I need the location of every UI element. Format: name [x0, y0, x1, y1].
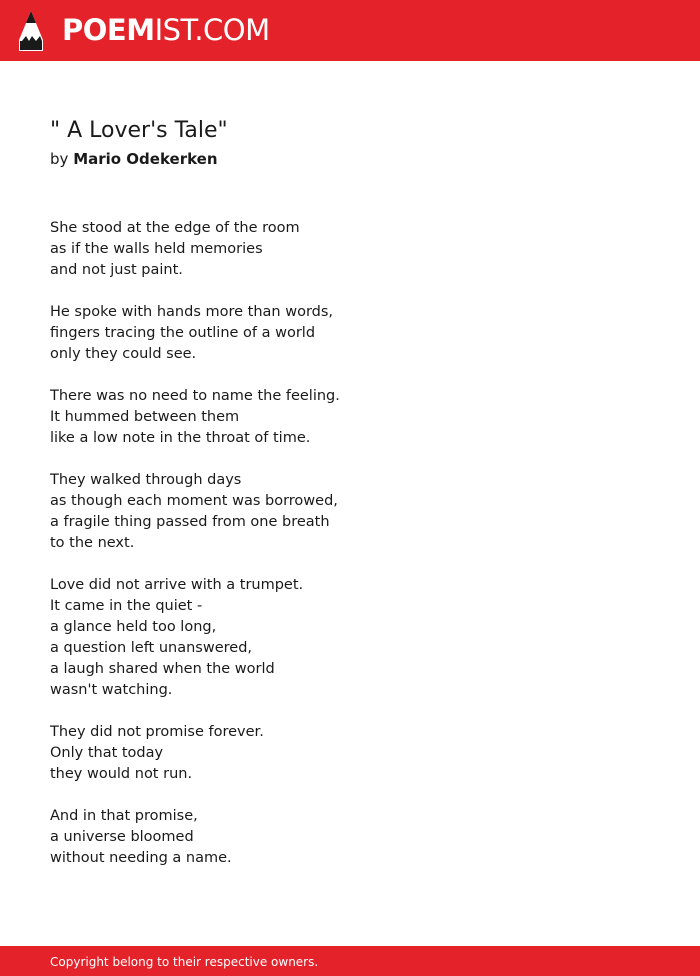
poem-line: as though each moment was borrowed, — [50, 493, 338, 509]
copyright-notice: Copyright belong to their respective owners. — [50, 955, 319, 969]
poem-line: wasn't watching. — [50, 682, 173, 698]
poem-line: They did not promise forever. — [50, 724, 264, 740]
brand-light: IST.COM — [154, 13, 270, 47]
stanza — [50, 218, 340, 281]
stanza — [50, 386, 340, 449]
pencil-tip-icon[interactable] — [17, 10, 45, 52]
poem-line: They walked through days — [50, 472, 242, 488]
poem-line: a laugh shared when the world — [50, 661, 275, 677]
poem-line: And in that promise, — [50, 808, 198, 824]
poem-line: to the next. — [50, 535, 135, 551]
stanza — [50, 575, 340, 701]
poem-line: and not just paint. — [50, 262, 183, 278]
site-footer — [0, 946, 700, 976]
brand-bold: POEM — [62, 13, 155, 47]
by-label: by — [50, 150, 69, 168]
poem-line: a glance held too long, — [50, 619, 217, 635]
stanza — [50, 470, 340, 554]
poem-title: " A Lover's Tale" — [50, 118, 228, 143]
poem-line: Only that today — [50, 745, 164, 761]
site-header — [0, 0, 700, 61]
poem-line: It hummed between them — [50, 409, 240, 425]
poem-line: a universe bloomed — [50, 829, 194, 845]
poem-line: like a low note in the throat of time. — [50, 430, 311, 446]
poem-line: It came in the quiet - — [50, 598, 203, 614]
poem-line: She stood at the edge of the room — [50, 220, 300, 236]
poem-line: without needing a name. — [50, 850, 232, 866]
poem-body — [50, 218, 340, 890]
poem-line: a fragile thing passed from one breath — [50, 514, 330, 530]
stanza — [50, 722, 340, 785]
poem-line: a question left unanswered, — [50, 640, 253, 656]
poem-line: as if the walls held memories — [50, 241, 263, 257]
poem-line: only they could see. — [50, 346, 197, 362]
poem-line: they would not run. — [50, 766, 193, 782]
poem-author: Mario Odekerken — [73, 150, 218, 168]
poem-line: Love did not arrive with a trumpet. — [50, 577, 304, 593]
stanza — [50, 302, 340, 365]
poem-line: He spoke with hands more than words, — [50, 304, 334, 320]
poem-line: fingers tracing the outline of a world — [50, 325, 316, 341]
poem-byline — [50, 149, 218, 169]
stanza — [50, 806, 340, 869]
site-logo-text[interactable] — [62, 12, 270, 48]
poem-line: There was no need to name the feeling. — [50, 388, 340, 404]
